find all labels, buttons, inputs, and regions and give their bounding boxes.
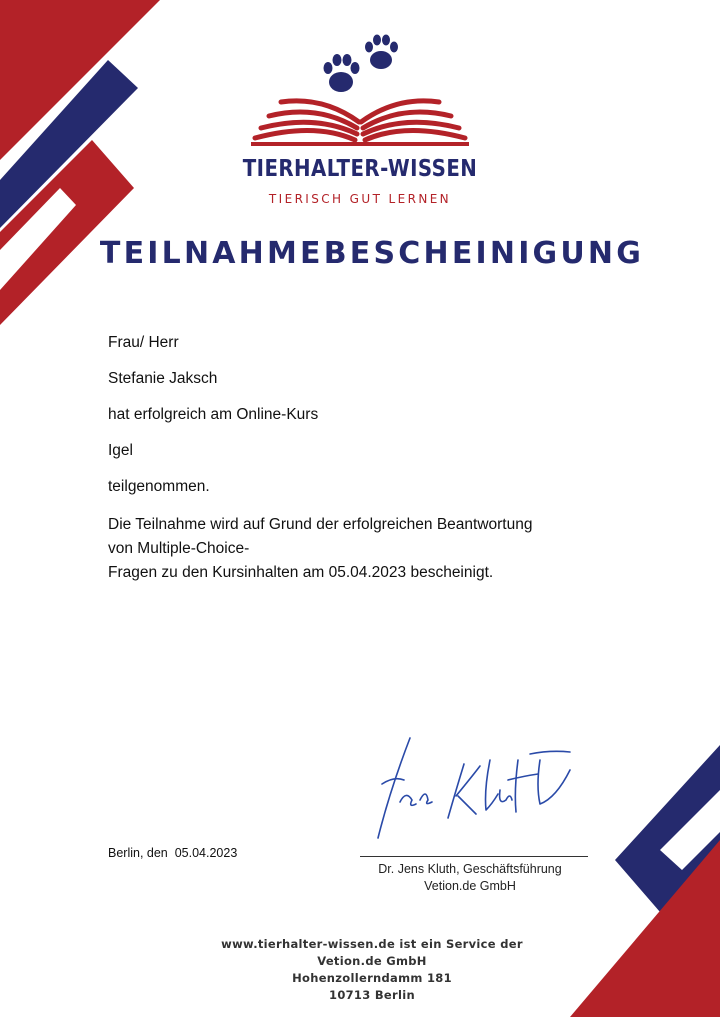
statement-line: von Multiple-Choice- [108,540,250,557]
participant-name: Stefanie Jaksch [108,370,218,387]
footer-line: 10713 Berlin [329,988,415,1002]
book-base [251,142,469,146]
footer-line: Vetion.de GmbH [317,954,427,968]
brand-name: TIERHALTER-WISSEN [242,156,478,182]
signer-name-role: Dr. Jens Kluth, Geschäftsführung [378,862,562,876]
handwritten-signature [360,730,590,850]
completion-text: teilgenommen. [108,478,210,495]
document-title: TEILNAHMEBESCHEINIGUNG [99,236,645,271]
signer-company: Vetion.de GmbH [424,879,516,893]
paw-print-icon [365,35,398,70]
place-date: Berlin, den 05.04.2023 [108,846,238,860]
footer-line: Hohenzollerndamm 181 [292,971,452,985]
footer-line: www.tierhalter-wissen.de ist ein Service der [221,937,523,951]
open-book-icon [255,101,465,140]
signature-line [360,856,588,857]
course-intro: hat erfolgreich am Online-Kurs [108,406,319,423]
brand-logo [245,30,475,150]
salutation: Frau/ Herr [108,334,179,351]
statement-line: Fragen zu den Kursinhalten am 05.04.2023 bescheinigt. [108,564,494,581]
brand-tagline: TIERISCH GUT LERNEN [268,192,452,206]
paw-print-icon [324,54,360,92]
course-name: Igel [108,442,133,459]
statement-line: Die Teilnahme wird auf Grund der erfolgreichen Beantwortung [108,516,533,533]
